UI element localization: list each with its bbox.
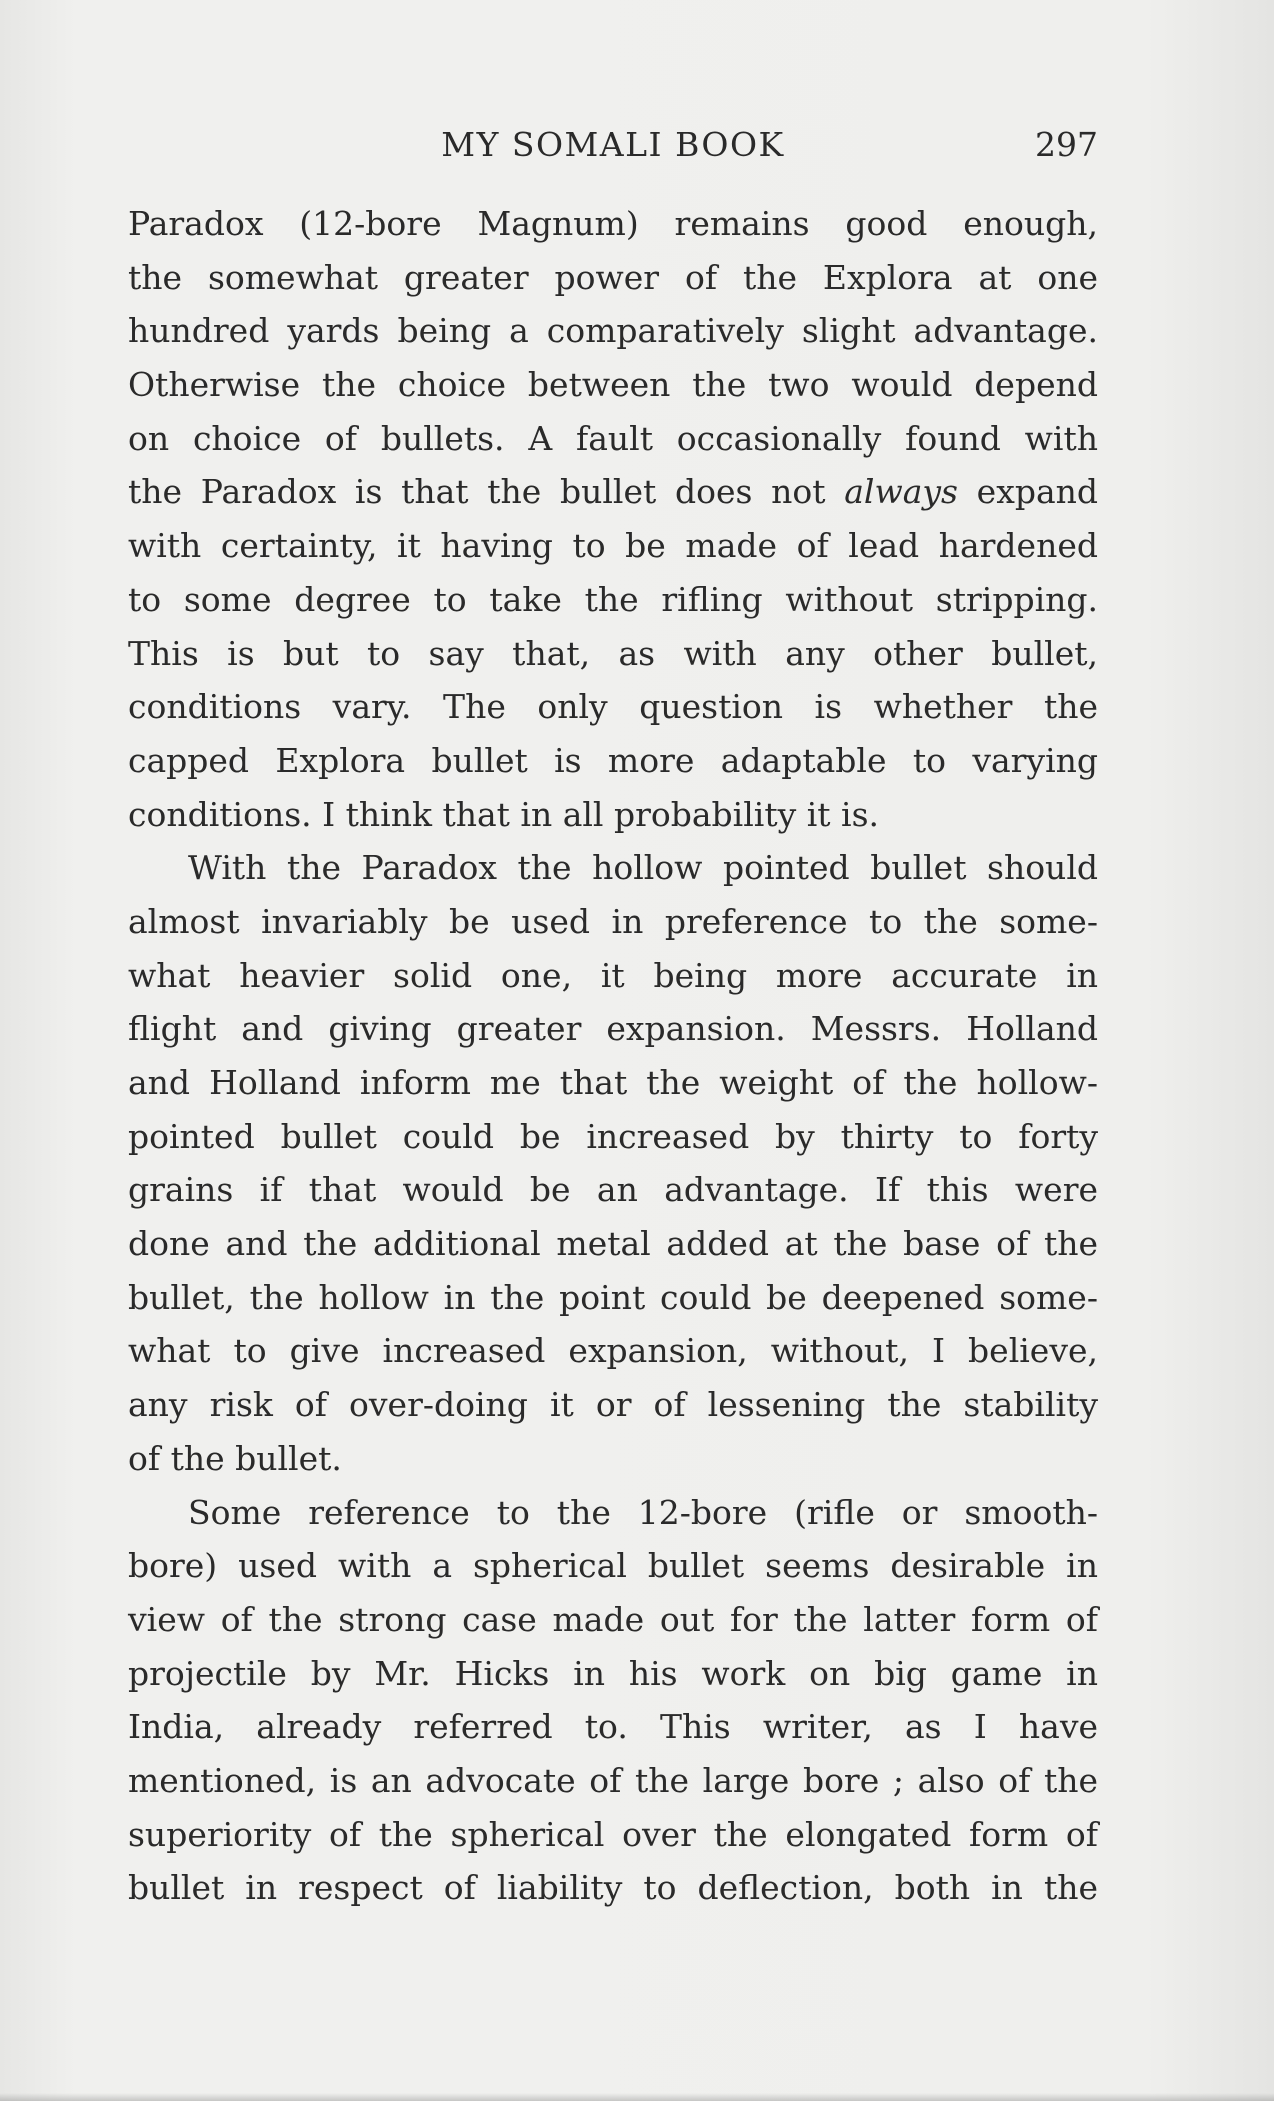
text-line: superiority of the spherical over the elongated form of — [128, 1814, 1098, 1854]
text-line: almost invariably be used in preference to the some- — [128, 901, 1098, 941]
text-line: the somewhat greater power of the Explora at one — [128, 257, 1098, 297]
text-line: capped Explora bullet is more adaptable to varying — [128, 740, 1098, 780]
text-line — [128, 465, 1098, 519]
text-line: bullet in respect of liability to deflection, both in the — [128, 1868, 1098, 1908]
text-fragment: the Paradox is that the bullet does not — [128, 472, 845, 512]
text-line: bore) used with a spherical bullet seems desirable in — [128, 1546, 1098, 1586]
text-line: and Holland inform me that the weight of the hollow- — [128, 1063, 1098, 1102]
text-line: projectile by Mr. Hicks in his work on big game in — [128, 1653, 1098, 1693]
text-line: Otherwise the choice between the two would depend — [128, 365, 1098, 405]
text-line: of the bullet. — [128, 1438, 342, 1478]
text-line: mentioned, is an advocate of the large bore ; also of the — [128, 1760, 1098, 1800]
text-line: with certainty, it having to be made of lead hardened — [128, 526, 1098, 566]
page-header — [128, 120, 1098, 170]
text-line: what to give increased expansion, without, I believe, — [128, 1331, 1098, 1371]
text-line: done and the additional metal added at the base of the — [128, 1224, 1098, 1264]
text-line: conditions. I think that in all probability it is. — [128, 794, 880, 834]
text-line: on choice of bullets. A fault occasionally found with — [128, 418, 1098, 458]
text-line: This is but to say that, as with any other bullet, — [128, 633, 1098, 673]
text-line: India, already referred to. This writer, as I have — [128, 1707, 1098, 1747]
body-text — [128, 197, 1098, 1915]
page-edge-shadow — [0, 2093, 1274, 2101]
text-line: With the Paradox the hollow pointed bullet should — [188, 848, 1098, 888]
italic-word: always — [844, 472, 958, 512]
text-line: flight and giving greater expansion. Messrs. Holland — [128, 1009, 1098, 1049]
text-line: what heavier solid one, it being more accurate in — [128, 955, 1098, 995]
text-line: to some degree to take the rifling without stripping. — [128, 579, 1098, 619]
text-line: hundred yards being a comparatively slight advantage. — [128, 311, 1098, 351]
text-line: bullet, the hollow in the point could be deepened some- — [128, 1277, 1098, 1317]
text-line: Paradox (12-bore Magnum) remains good enough, — [128, 204, 1098, 243]
text-line: Some reference to the 12-bore (rifle or smooth- — [188, 1492, 1098, 1532]
text-line: grains if that would be an advantage. If this were — [128, 1170, 1098, 1210]
text-line: view of the strong case made out for the latter form of — [128, 1599, 1098, 1639]
text-line: conditions vary. The only question is whether the — [128, 687, 1098, 727]
text-line: any risk of over-doing it or of lessening the stability — [128, 1385, 1098, 1425]
text-line: pointed bullet could be increased by thirty to forty — [128, 1116, 1098, 1156]
text-fragment: expand — [957, 472, 1098, 512]
page-number: 297 — [1035, 125, 1098, 164]
running-title: MY SOMALI BOOK — [441, 125, 785, 164]
